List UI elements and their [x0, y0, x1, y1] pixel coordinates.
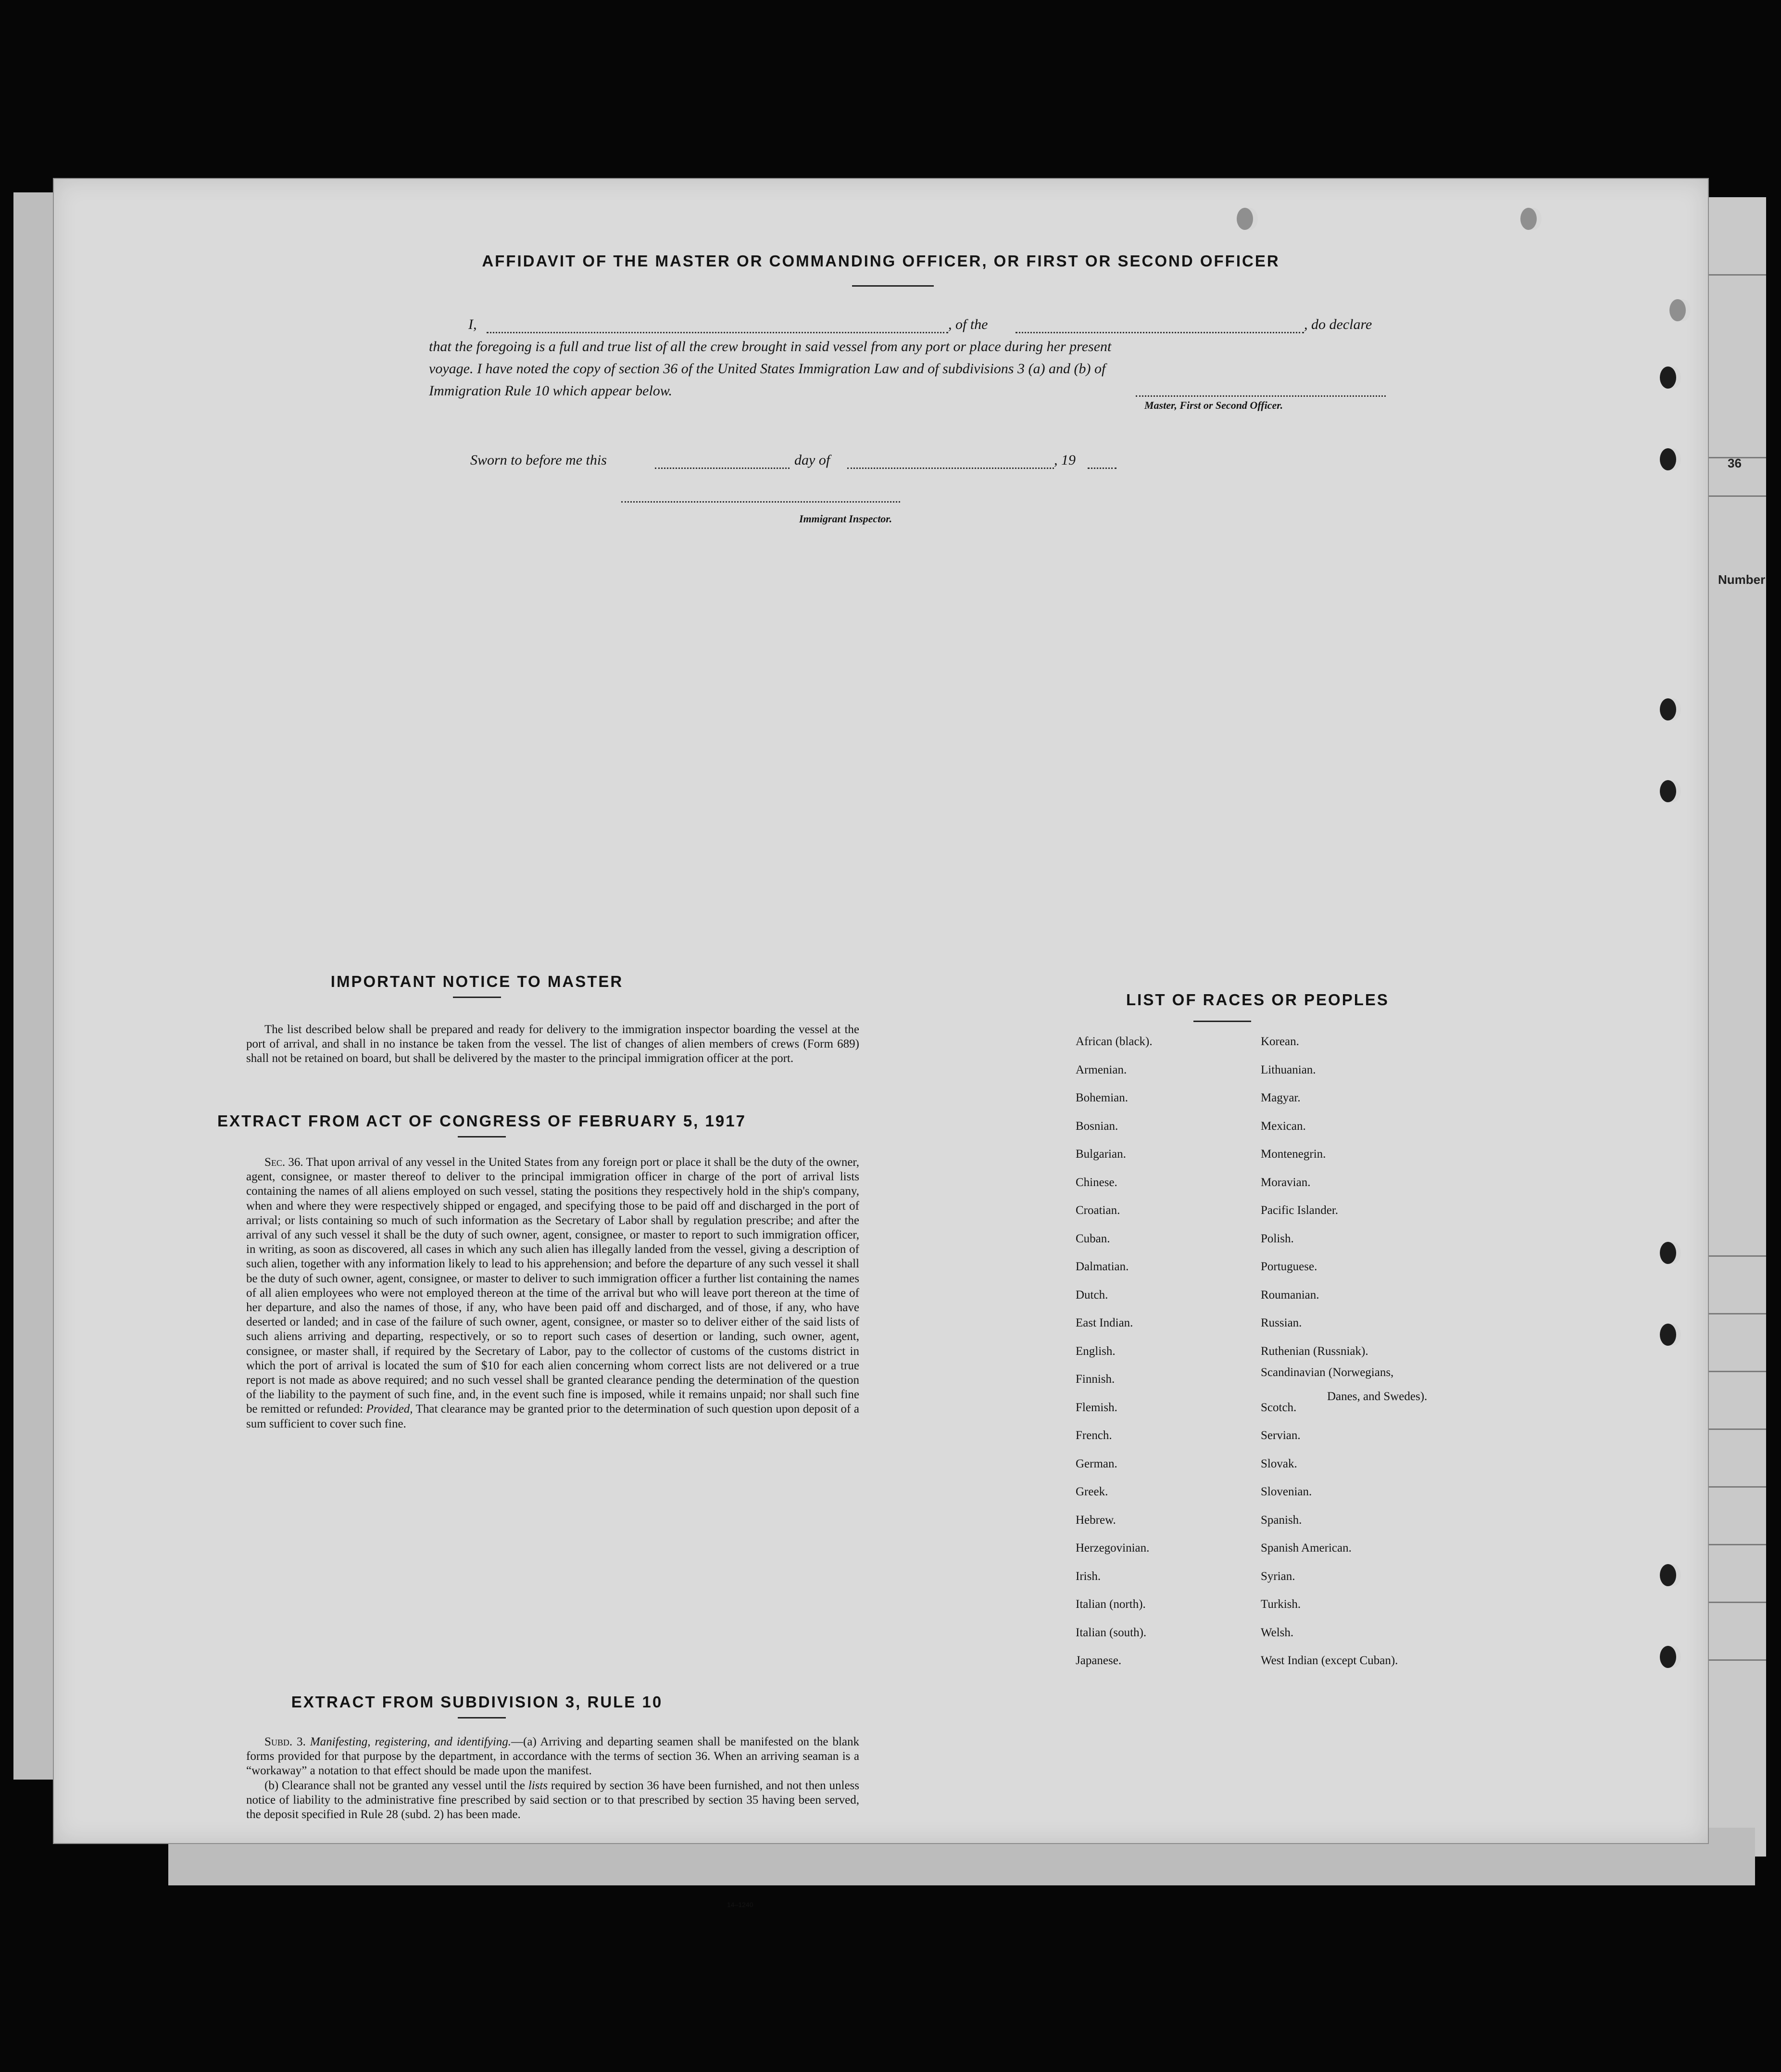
race-item: Herzegovinian.: [1076, 1541, 1150, 1554]
race-item: Chinese.: [1076, 1175, 1117, 1189]
race-item: Servian.: [1261, 1429, 1301, 1442]
race-item: Italian (north).: [1076, 1598, 1146, 1611]
punch-hole: [1660, 1646, 1676, 1668]
notice-text: [246, 1023, 859, 1066]
affidavit-line1-mid: , of the: [948, 316, 988, 332]
race-item: Dutch.: [1076, 1288, 1108, 1301]
race-item: East Indian.: [1076, 1316, 1133, 1329]
races-title-rule: [1193, 1021, 1251, 1022]
rule-title: EXTRACT FROM SUBDIVISION 3, RULE 10: [291, 1693, 663, 1711]
rule-a-text: Arriving and departing seamen shall be manifested on the blank forms provided for that purpose by the department, in accordance with the terms of section 36. When an arriving seaman is a “workaway” a notation to that effect should be made upon the manifest.: [246, 1735, 860, 1778]
officer-signature-blank[interactable]: [1136, 395, 1386, 397]
race-item: African (black).: [1076, 1035, 1153, 1048]
sworn-day-label: day of: [794, 452, 830, 468]
act-text: [246, 1155, 859, 1431]
punch-hole: [1660, 448, 1676, 470]
sworn-year-label: , 19: [1054, 452, 1076, 468]
act-title-rule: [458, 1136, 506, 1137]
affidavit-title: AFFIDAVIT OF THE MASTER OR COMMANDING OFFICER, OR FIRST OR SECOND OFFICER: [482, 252, 1280, 270]
races-title: LIST OF RACES OR PEOPLES: [1126, 991, 1389, 1009]
underlying-page-number: 36: [1728, 456, 1742, 470]
sworn-year-blank[interactable]: [1088, 467, 1116, 469]
race-item: Dalmatian.: [1076, 1260, 1129, 1273]
race-item: Japanese.: [1076, 1654, 1122, 1667]
race-item: Mexican.: [1261, 1119, 1306, 1133]
notice-title: IMPORTANT NOTICE TO MASTER: [330, 973, 624, 990]
sworn-day-blank[interactable]: [655, 467, 790, 469]
punch-hole: [1660, 1242, 1676, 1264]
race-item: Bulgarian.: [1076, 1148, 1126, 1161]
race-item: Slovak.: [1261, 1457, 1297, 1470]
punch-hole: [1660, 1564, 1676, 1586]
underlying-number-label: Number: [1718, 572, 1766, 587]
race-item: Slovenian.: [1261, 1485, 1312, 1498]
race-item: Cuban.: [1076, 1232, 1110, 1245]
form-number: 14–1240: [727, 1901, 753, 1908]
inspector-signature-blank[interactable]: [621, 501, 900, 503]
race-item: Montenegrin.: [1261, 1148, 1326, 1161]
rule-b-lists: lists: [528, 1779, 548, 1792]
rule-subd-label: Subd. 3.: [264, 1735, 306, 1748]
rule-subd-heading: Manifesting, registering, and identifying.: [310, 1735, 512, 1748]
race-item: Korean.: [1261, 1035, 1299, 1048]
race-item: Portuguese.: [1261, 1260, 1317, 1273]
race-item: Flemish.: [1076, 1401, 1117, 1414]
race-item: Scandinavian (Norwegians,: [1261, 1366, 1394, 1379]
notice-paragraph: The list described below shall be prepared and ready for delivery to the immigration inspector boarding the vessel at the port of arrival, and shall in no instance be taken from the vessel. The list of changes of alien members of crews (Form 689) shall not be retained on board, but shall be delivered by the master to the principal immigration officer at the port.: [246, 1023, 859, 1065]
race-item: Magyar.: [1261, 1091, 1301, 1104]
act-title: EXTRACT FROM ACT OF CONGRESS OF FEBRUARY 5, 1917: [217, 1112, 746, 1130]
race-item: Moravian.: [1261, 1175, 1311, 1189]
rule-text: [246, 1735, 859, 1822]
rule-b-text-2: required by section 36 have been furnished, and not then unless notice of liability to the administrative fine prescribed by said section or to that prescribed by section 35 having been served, the deposit specified in Rule 28 (subd. 2) has been made.: [246, 1779, 860, 1821]
affidavit-line1-start: I,: [468, 316, 477, 332]
punch-hole: [1660, 698, 1676, 720]
race-item: Scotch.: [1261, 1401, 1297, 1414]
affidavit-line3: voyage. I have noted the copy of section 36 of the United States Immigration Law and of subdivisions 3 (a) and (b) of: [429, 361, 1106, 377]
race-right-continuation: Danes, and Swedes).: [1327, 1390, 1428, 1403]
race-item: Ruthenian (Russniak).: [1261, 1344, 1368, 1358]
race-item: Syrian.: [1261, 1569, 1295, 1583]
rule-b-label: (b): [264, 1779, 279, 1792]
act-proviso-text: That clearance may be granted prior to the determination of such question upon deposit of a sum sufficient to cover such fine.: [246, 1402, 859, 1430]
notice-title-rule: [453, 997, 501, 998]
race-item: Pacific Islander.: [1261, 1204, 1339, 1217]
rule-b-text-1: Clearance shall not be granted any vessel until the: [282, 1779, 525, 1792]
race-item: Irish.: [1076, 1569, 1101, 1583]
act-section-body: That upon arrival of any vessel in the United States from any foreign port or place it shall be the duty of the owner, agent, consignee, or master thereof to deliver to the principal immigration officer in charge of the port of arrival lists containing the names of all aliens employed on such vessel, stating the positions they respectively hold in the ship's company, when and where they were respectively shipped or engaged, and specifying those to be paid off and discharged in the port of arrival; or lists containing so much of such information as the Secretary of Labor shall by regulation prescribe; and after the arrival of any such vessel it shall be the duty of such owner, agent, consignee, or master to report to such immigration officer, in writing, as soon as discovered, all cases in which any such alien has illegally landed from the vessel, giving a description of such alien, together with any information likely to lead to his apprehension; and before the departure of any such vessel it shall be the duty of such owner, agent, consignee, or master to deliver to such immigration officer a further list containing the names of all alien employees who were not employed thereon at the time of the arrival but who will leave port thereon at the time of her departure, and also the names of those, if any, who have been paid off and discharged, and of those, if any, who have deserted or landed; and in case of the failure of such owner, agent, consignee, or master so to deliver either of the said lists of such aliens arriving and departing, respectively, or so to report such cases of desertion or landing, such owner, agent, consignee, or master shall, if required by the Secretary of Labor, pay to the collector of customs of the customs district in which the port of arrival is located the sum of $10 for each alien concerning whom correct lists are not delivered or a true report is not made as above required; and no such vessel shall be granted clearance pending the determination of the question of the liability to the payment of such fine, and, in the event such fine is imposed, while it remains unpaid; nor shall such fine be remitted or refunded:: [246, 1156, 860, 1416]
sworn-start: Sworn to before me this: [470, 452, 607, 468]
punch-hole: [1660, 780, 1676, 802]
race-item: Italian (south).: [1076, 1626, 1147, 1639]
race-item: German.: [1076, 1457, 1117, 1470]
punch-hole: [1520, 208, 1537, 230]
punch-hole: [1660, 366, 1676, 389]
race-item: Spanish.: [1261, 1513, 1302, 1527]
race-item: Polish.: [1261, 1232, 1294, 1245]
affidavit-title-rule: [852, 285, 934, 287]
act-proviso-label: Provided,: [366, 1402, 413, 1416]
race-item: Bohemian.: [1076, 1091, 1129, 1104]
affidavit-line2: that the foregoing is a full and true list of all the crew brought in said vessel from any port or place during her present: [429, 339, 1112, 354]
race-item: English.: [1076, 1344, 1116, 1358]
affidavit-line1-end: , do declare: [1304, 316, 1372, 332]
race-item: Croatian.: [1076, 1204, 1120, 1217]
race-item: Russian.: [1261, 1316, 1302, 1329]
punch-hole: [1660, 1324, 1676, 1346]
right-underlying-sheet: [1707, 197, 1766, 1857]
race-item: French.: [1076, 1429, 1112, 1442]
affidavit-line4: Immigration Rule 10 which appear below.: [429, 383, 673, 399]
race-item: Finnish.: [1076, 1373, 1115, 1386]
race-item: Spanish American.: [1261, 1541, 1352, 1554]
affiant-name-blank[interactable]: [487, 332, 948, 333]
document-page: [53, 178, 1709, 1908]
race-item: Roumanian.: [1261, 1288, 1319, 1301]
rule-title-rule: [458, 1717, 506, 1718]
race-item: Bosnian.: [1076, 1119, 1118, 1133]
race-item: Welsh.: [1261, 1626, 1294, 1639]
race-item: Turkish.: [1261, 1598, 1301, 1611]
race-item: Hebrew.: [1076, 1513, 1116, 1527]
race-item: Greek.: [1076, 1485, 1108, 1498]
officer-signature-caption: Master, First or Second Officer.: [1144, 399, 1283, 411]
race-item: West Indian (except Cuban).: [1261, 1654, 1398, 1667]
act-section-label: Sec. 36.: [264, 1156, 303, 1169]
left-underlying-sheet-edge: [13, 192, 54, 1780]
sworn-month-blank[interactable]: [847, 467, 1054, 469]
race-item: Armenian.: [1076, 1063, 1127, 1076]
punch-hole: [1669, 299, 1686, 321]
race-item: Lithuanian.: [1261, 1063, 1316, 1076]
vessel-name-blank[interactable]: [1016, 332, 1304, 333]
punch-hole: [1237, 208, 1253, 230]
rule-a-label: —(a): [511, 1735, 537, 1748]
inspector-caption: Immigrant Inspector.: [799, 513, 892, 525]
